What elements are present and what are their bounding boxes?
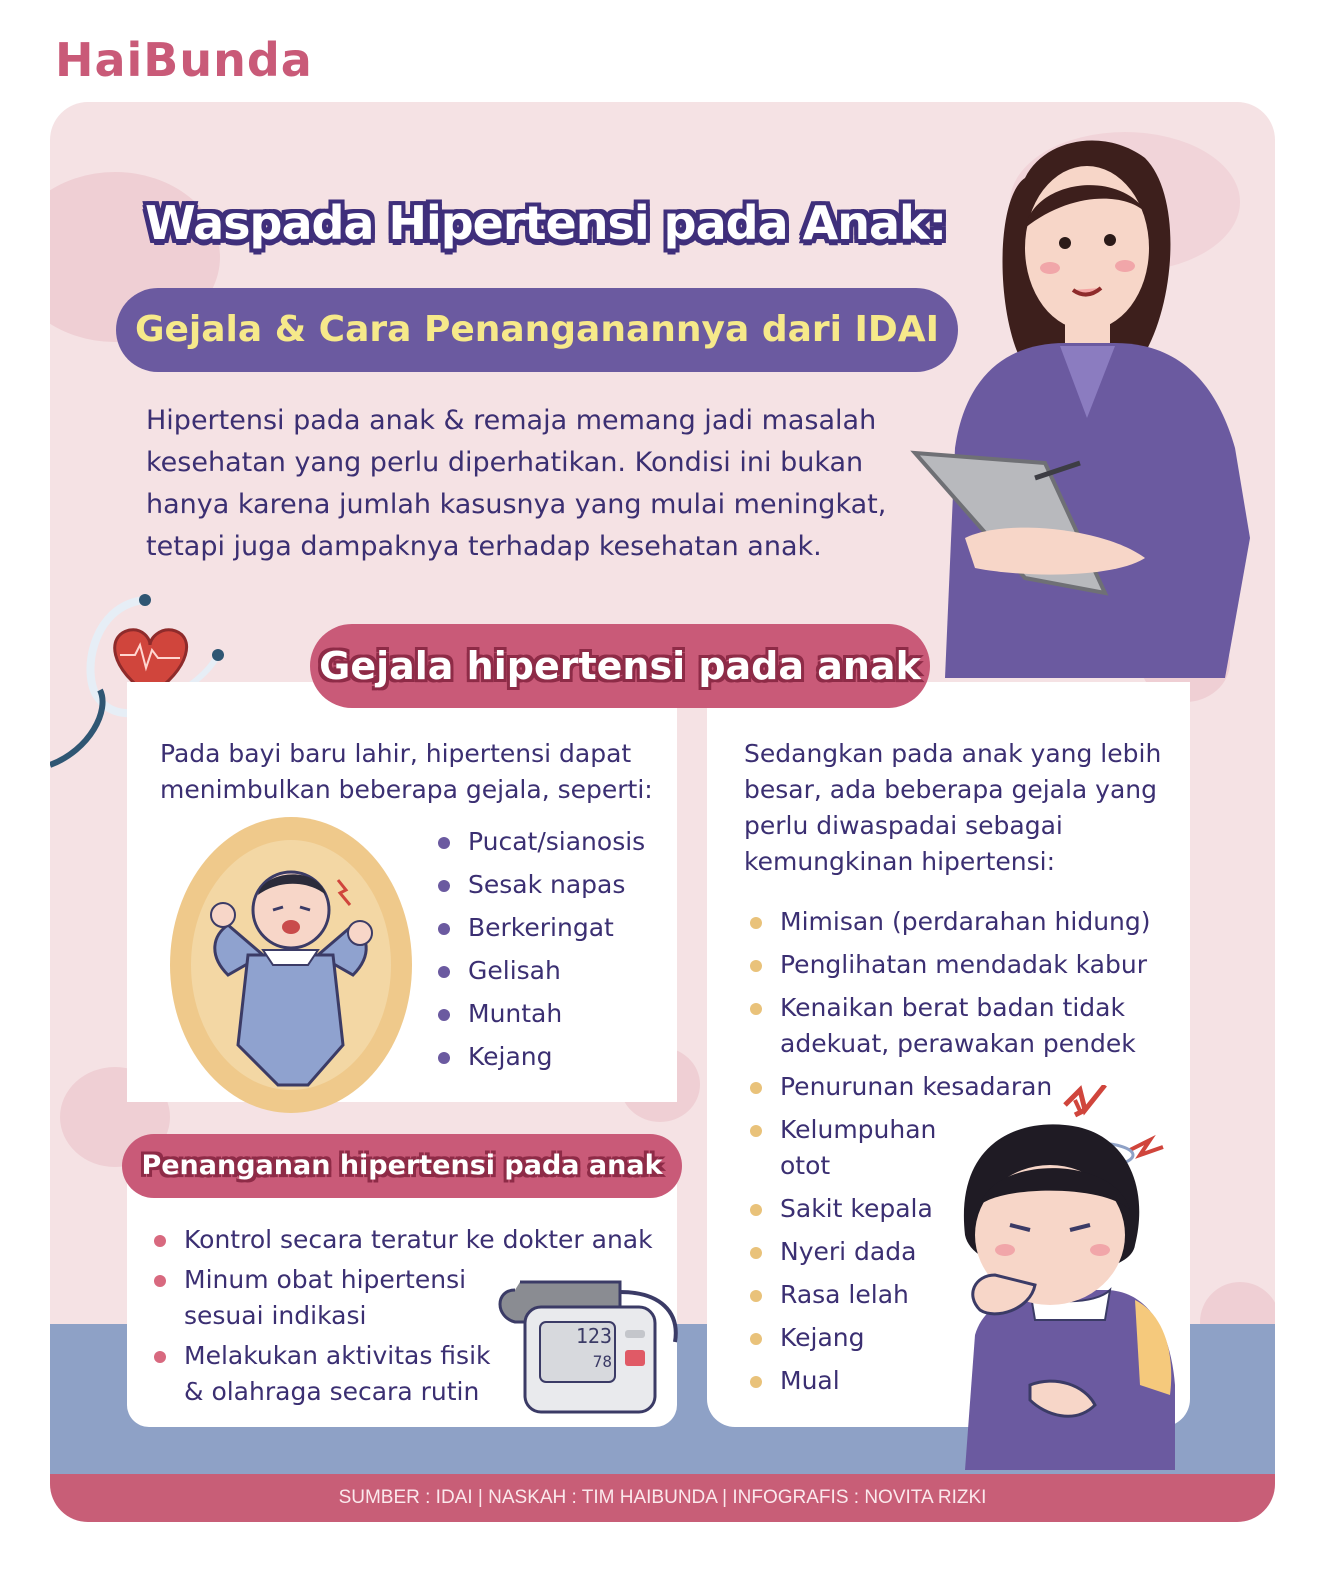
list-item: Berkeringat xyxy=(438,910,668,946)
sick-girl-illustration xyxy=(935,1085,1180,1470)
list-item: Rasa lelah xyxy=(750,1277,1170,1313)
list-item: Melakukan aktivitas fisik & olahraga secara rutin xyxy=(154,1338,504,1410)
crying-baby-illustration xyxy=(168,815,414,1115)
list-item: Kontrol secara teratur ke dokter anak xyxy=(154,1222,654,1258)
intro-paragraph: Hipertensi pada anak & remaja memang jadi masalah kesehatan yang perlu diperhatikan. Kondisi ini bukan hanya karena jumlah kasusnya yang mulai meningkat, tetapi juga dampaknya terhadap kesehatan anak. xyxy=(146,405,887,562)
treatment-heading: Penanganan hipertensi pada anak xyxy=(122,1134,682,1198)
page-subtitle: Gejala & Cara Penanganannya dari IDAI xyxy=(134,309,940,350)
bullet-icon xyxy=(750,1247,762,1259)
bullet-icon xyxy=(438,1009,450,1021)
bullet-icon xyxy=(154,1351,166,1363)
nurse-illustration xyxy=(905,118,1250,678)
bullet-icon xyxy=(750,1082,762,1094)
newborn-intro: Pada bayi baru lahir, hipertensi dapat menimbulkan beberapa gejala, seperti: xyxy=(160,739,653,804)
list-item: Pucat/sianosis xyxy=(438,824,668,860)
bullet-icon xyxy=(154,1275,166,1287)
list-item: Minum obat hipertensi sesuai indikasi xyxy=(154,1262,484,1334)
list-item: Kelumpuhan otot xyxy=(750,1112,950,1184)
bullet-icon xyxy=(750,1376,762,1388)
list-item: Gelisah xyxy=(438,953,668,989)
bullet-icon xyxy=(438,837,450,849)
blood-pressure-monitor-icon xyxy=(490,1272,680,1417)
bp-systolic: 123 xyxy=(575,1324,612,1348)
page-title: Waspada Hipertensi pada Anak: xyxy=(145,196,946,250)
bullet-icon xyxy=(750,1333,762,1345)
bp-diastolic: 78 xyxy=(592,1352,612,1371)
haibunda-logo: HaiBunda xyxy=(55,33,313,87)
bullet-icon xyxy=(154,1235,166,1247)
bullet-icon xyxy=(438,966,450,978)
newborn-symptom-list xyxy=(438,824,668,1082)
list-item: Muntah xyxy=(438,996,668,1032)
bullet-icon xyxy=(750,1290,762,1302)
list-item: Penglihatan mendadak kabur xyxy=(750,947,1170,983)
bullet-icon xyxy=(750,960,762,972)
list-item: Nyeri dada xyxy=(750,1234,1170,1270)
older-child-intro: Sedangkan pada anak yang lebih besar, ada beberapa gejala yang perlu diwaspadai sebagai kemungkinan hipertensi: xyxy=(744,739,1162,876)
bullet-icon xyxy=(750,1003,762,1015)
list-item: Penurunan kesadaran xyxy=(750,1069,1170,1105)
bullet-icon xyxy=(750,917,762,929)
bullet-icon xyxy=(438,923,450,935)
list-item: Kenaikan berat badan tidak adekuat, perawakan pendek xyxy=(750,990,1160,1062)
bullet-icon xyxy=(438,880,450,892)
bullet-icon xyxy=(750,1204,762,1216)
list-item: Sakit kepala xyxy=(750,1191,1170,1227)
list-item: Mimisan (perdarahan hidung) xyxy=(750,904,1170,940)
list-item: Kejang xyxy=(438,1039,668,1075)
list-item: Kejang xyxy=(750,1320,1170,1356)
bullet-icon xyxy=(750,1125,762,1137)
list-item: Sesak napas xyxy=(438,867,668,903)
list-item: Mual xyxy=(750,1363,1170,1399)
bullet-icon xyxy=(438,1052,450,1064)
symptoms-heading: Gejala hipertensi pada anak xyxy=(310,624,930,708)
footer-credits: SUMBER : IDAI | NASKAH : TIM HAIBUNDA | INFOGRAFIS : NOVITA RIZKI xyxy=(50,1474,1275,1522)
